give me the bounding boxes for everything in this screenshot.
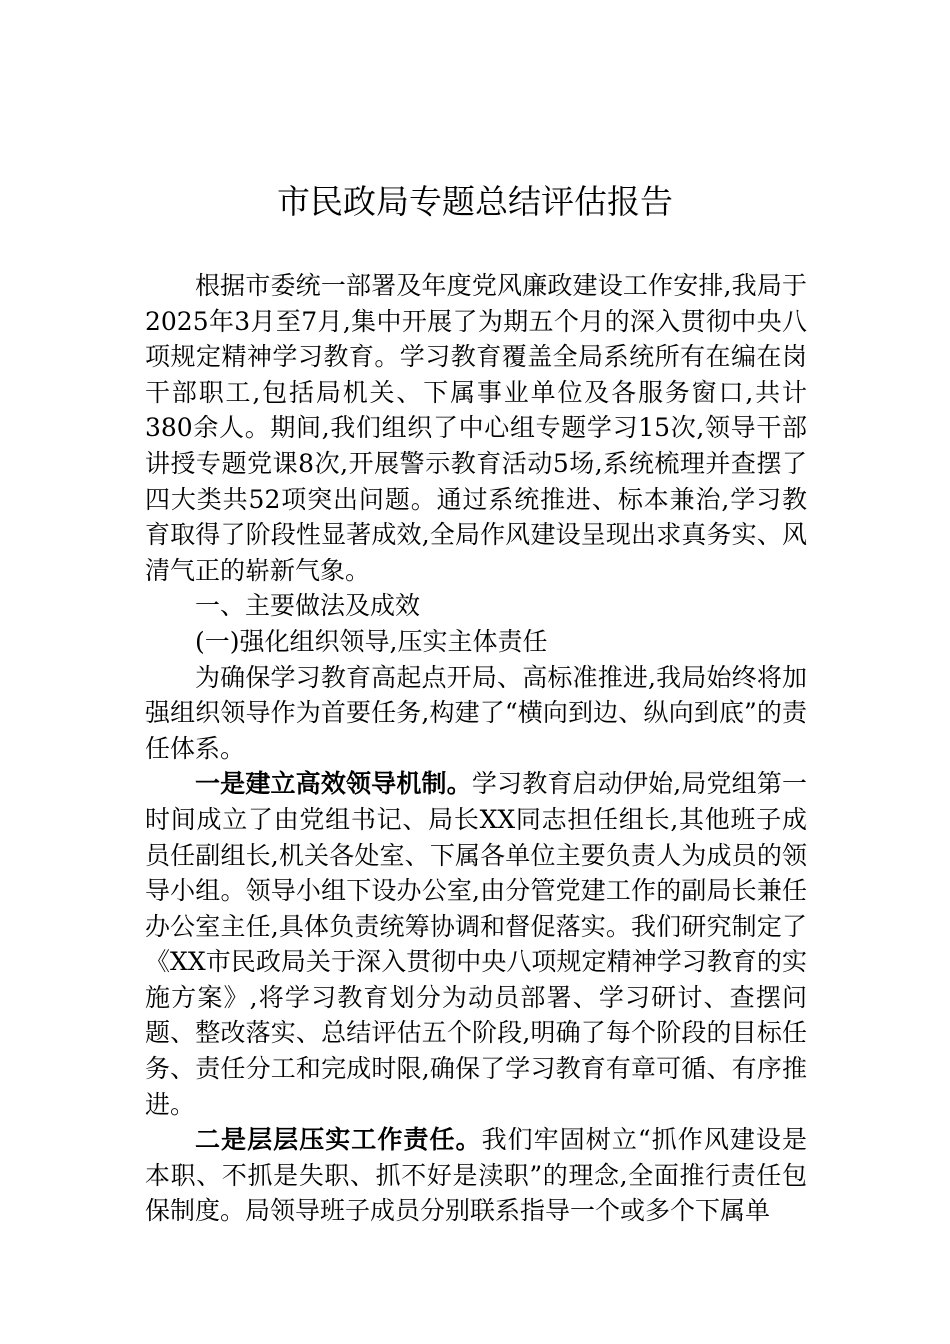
document-title: 市民政局专题总结评估报告 (277, 182, 673, 221)
section-heading: 一、主要做法及成效 (195, 591, 421, 621)
point-1-lead: 一是建立高效领导机制。 (195, 769, 472, 799)
point-1-text: 学习教育启动伊始,局党组第一时间成立了由党组书记、局长XX同志担任组长,其他班子成员任副组长,机关各处室、下属各单位主要负责人为成员的领导小组。领导小组下设办公室,由分管党建工作的副局长兼任办公室主任,具体负责统筹协调和督促落实。我们研究制定了《XX市民政局关于深入贯彻中央八项规定精神学习教育的实施方案》,将学习教育划分为动员部署、学习研讨、查摆问题、整改落实、总结评估五个阶段,明确了每个阶段的目标任务、责任分工和完成时限,确保了学习教育有章可循、有序推进。 (145, 769, 807, 1119)
point-2-paragraph (145, 1122, 807, 1229)
document-body (145, 268, 807, 1229)
point-1-paragraph (145, 766, 807, 1122)
point-2-lead: 二是层层压实工作责任。 (195, 1125, 482, 1155)
subsection-heading: (一)强化组织领导,压实主体责任 (195, 626, 548, 656)
intro-paragraph: 根据市委统一部署及年度党风廉政建设工作安排,我局于2025年3月至7月,集中开展了为期五个月的深入贯彻中央八项规定精神学习教育。学习教育覆盖全局系统所有在编在岗干部职工,包括局机关、下属事业单位及各服务窗口,共计380余人。期间,我们组织了中心组专题学习15次,领导干部讲授专题党课8次,开展警示教育活动5场,系统梳理并查摆了四大类共52项突出问题。通过系统推进、标本兼治,学习教育取得了阶段性显著成效,全局作风建设呈现出求真务实、风清气正的崭新气象。 (145, 271, 807, 585)
point-2-text: 我们牢固树立“抓作风建设是本职、不抓是失职、抓不好是渎职”的理念,全面推行责任包保制度。局领导班子成员分别联系指导一个或多个下属单 (145, 1125, 807, 1226)
subsection-intro-paragraph: 为确保学习教育高起点开局、高标准推进,我局始终将加强组织领导作为首要任务,构建了“横向到边、纵向到底”的责任体系。 (145, 662, 807, 763)
